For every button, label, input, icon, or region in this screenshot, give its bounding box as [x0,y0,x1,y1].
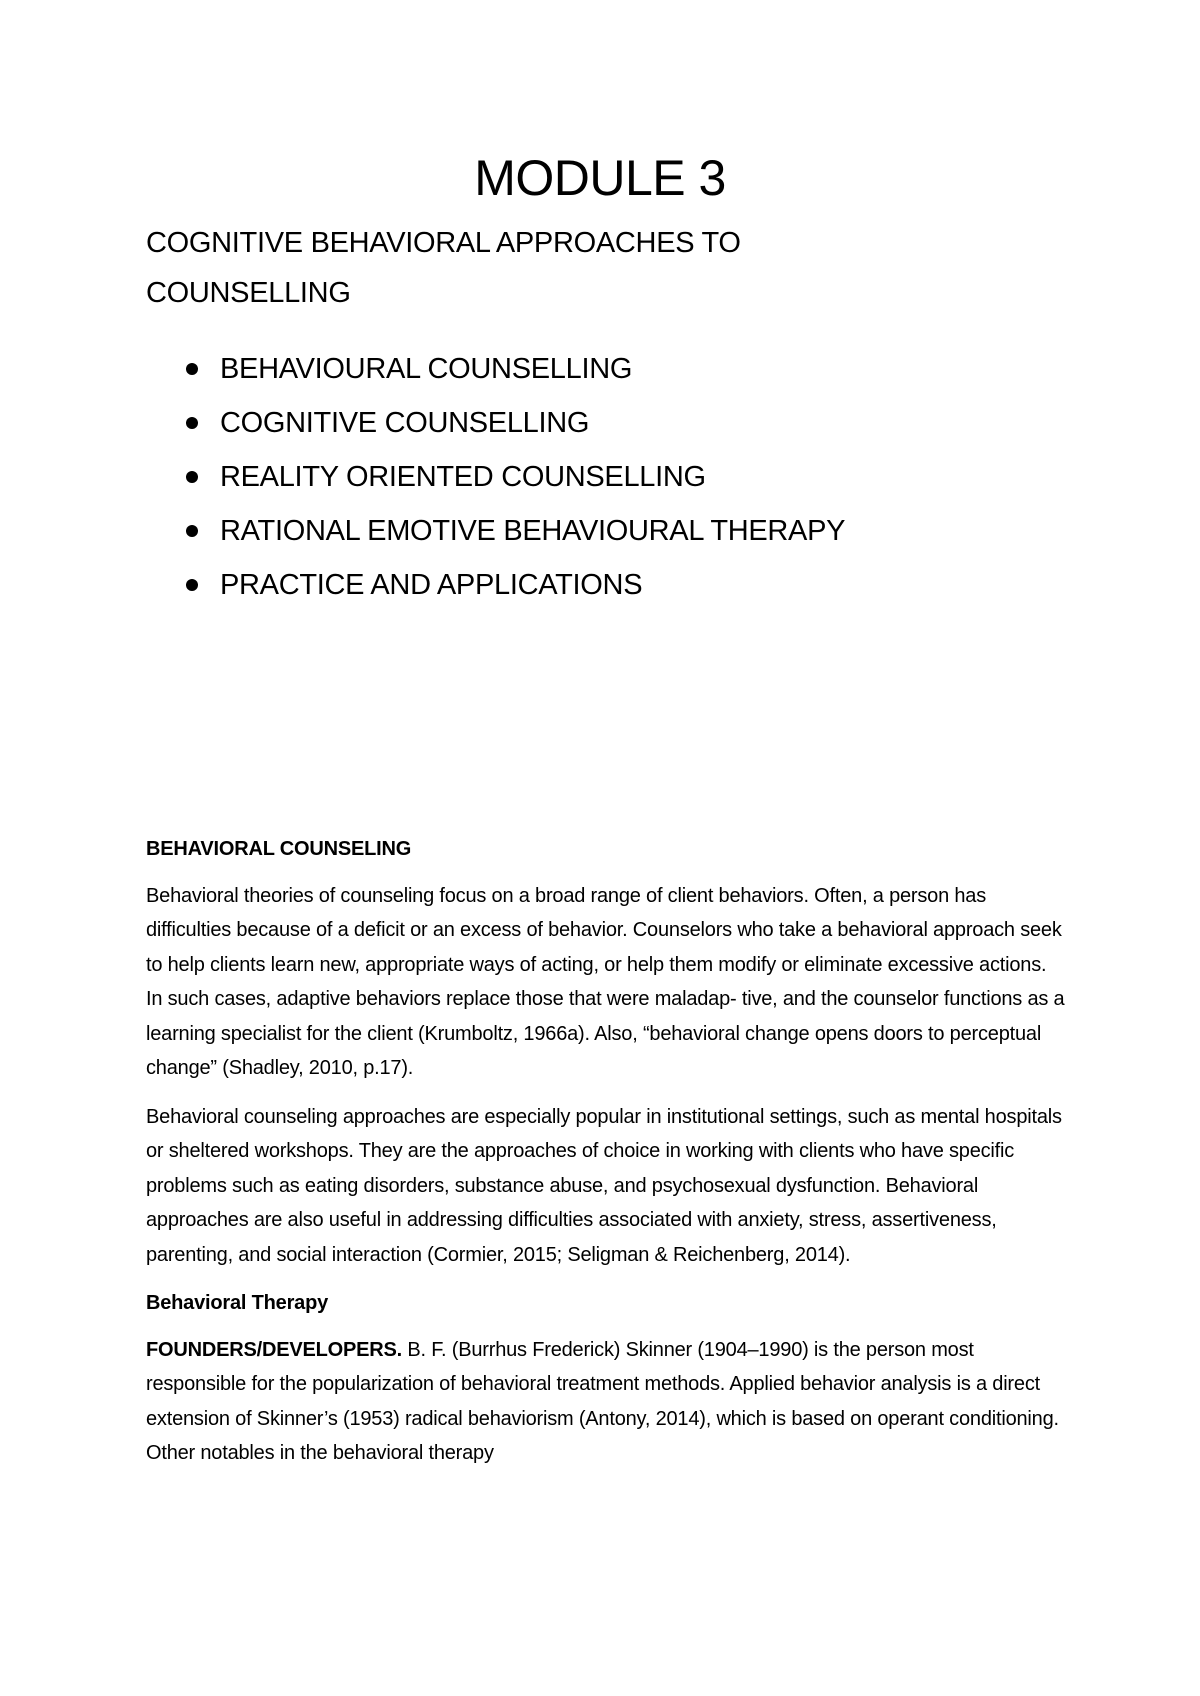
topic-item [146,396,845,450]
paragraph-settings: Behavioral counseling approaches are especially popular in institutional settings, such as mental hospitals or sheltered workshops. They are the approaches of choice in working with clients who have specific problems such as eating disorders, substance abuse, and psychosexual dysfunction. Behavioral approaches are also useful in addressing difficulties associated with anxiety, stress, assertiveness, parenting, and social interaction (Cormier, 2015; Seligman & Reichenberg, 2014). [146,1105,1062,1266]
bullet-icon [186,471,198,483]
module-title: MODULE 3 [474,150,726,206]
topic-item [146,342,845,396]
subtitle-line-2: COUNSELLING [146,277,351,309]
subtitle-line-1: COGNITIVE BEHAVIORAL APPROACHES TO [146,227,741,259]
bullet-icon [186,579,198,591]
founders-text: B. F. (Burrhus Frederick) Skinner (1904–1990) is the person most responsible for the popularization of behavioral treatment methods. Applied behavior analysis is a direct extension of Skinner’s (1953) radical behaviorism (Antony, 2014), which is based on operant conditioning. Other notables in the behavioral therapy [146,1338,1059,1464]
subheading-behavioral-therapy: Behavioral Therapy [146,1292,329,1314]
topic-item [146,558,845,612]
bullet-icon [186,363,198,375]
paragraph-founders [146,1333,1066,1471]
topic-label: COGNITIVE COUNSELLING [220,407,590,439]
topic-item [146,450,845,504]
section-heading: BEHAVIORAL COUNSELING [146,838,412,860]
topic-label: RATIONAL EMOTIVE BEHAVIOURAL THERAPY [220,515,846,547]
section-body [146,832,1066,1485]
topic-item [146,504,845,558]
topic-label: REALITY ORIENTED COUNSELLING [220,461,706,493]
bullet-icon [186,525,198,537]
topic-label: BEHAVIOURAL COUNSELLING [220,353,633,385]
topic-list [146,342,845,612]
bullet-icon [186,417,198,429]
paragraph-intro: Behavioral theories of counseling focus on a broad range of client behaviors. Often, a person has difficulties because of a deficit or an excess of behavior. Counselors who take a behavioral approach seek to help clients learn new, appropriate ways of acting, or help them modify or eliminate excessive actions. In such cases, adaptive behaviors replace those that were maladap- tive, and the counselor functions as a learning specialist for the client (Krumboltz, 1966a). Also, “behavioral change opens doors to perceptual change” (Shadley, 2010, p.17). [146,884,1065,1079]
founders-label: FOUNDERS/DEVELOPERS. [146,1338,403,1361]
module-subtitle [146,218,1046,318]
topic-label: PRACTICE AND APPLICATIONS [220,569,643,601]
